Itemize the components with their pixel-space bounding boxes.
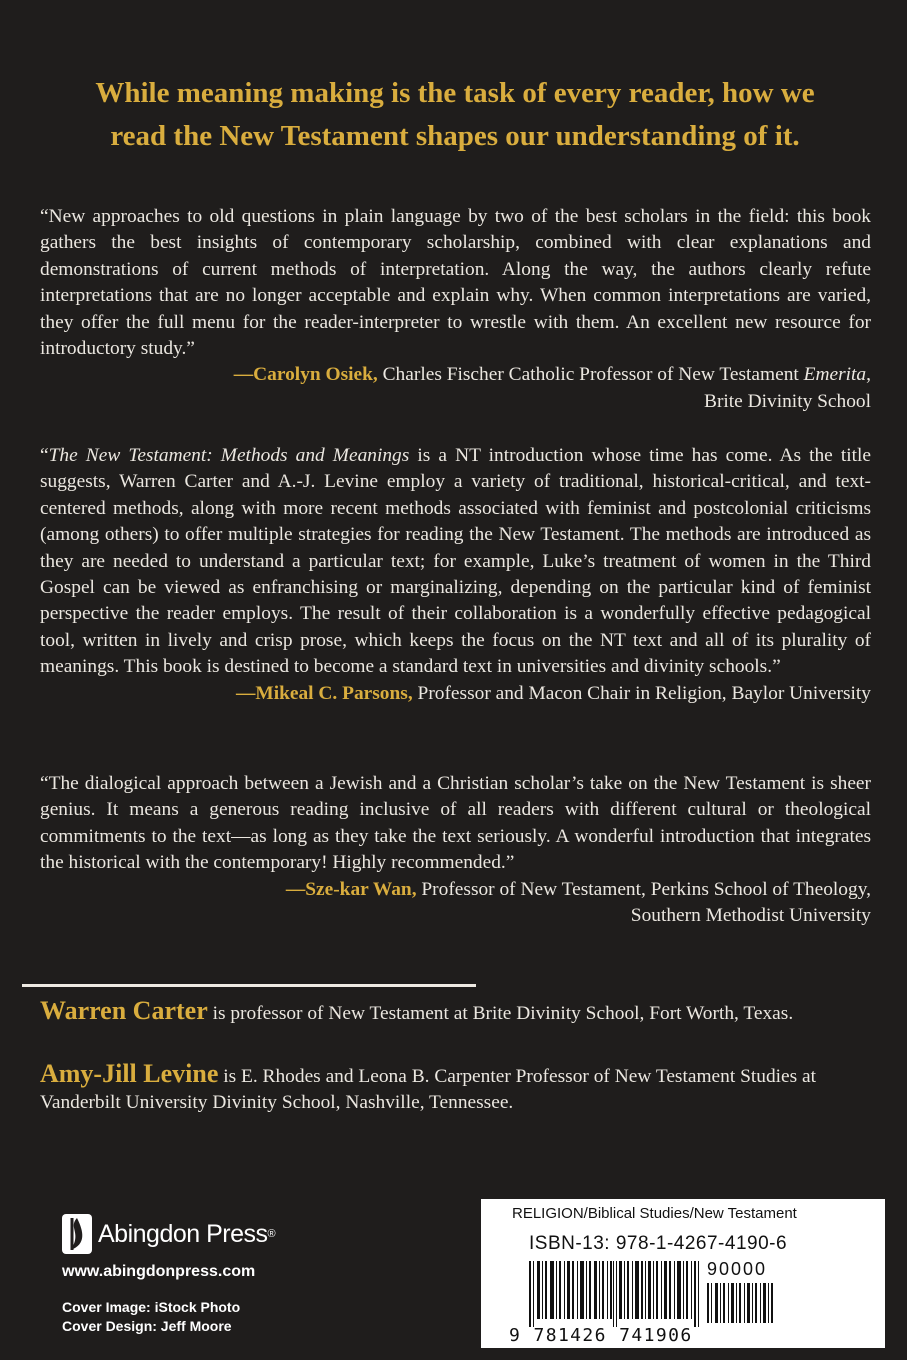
endorsement-text: “The New Testament: Methods and Meanings is a NT introduction whose time has come. As the title suggests, Warren Carter and A.-J. Levine employ a variety of traditional, historical-critical, and text-centered methods, along with more recent methods associated with feminist and postcolonial criticisms (among others) to offer multiple strategies for reading the New Testament. The methods are introduced as they are needed to understand a particular text; for example, Luke’s treatment of women in the Third Gospel can be viewed as enfranchising or marginalizing, depending on the particular kind of feminist perspective the reader employs. The result of their collaboration is a wonderfully effective pedagogical tool, written in lively and crisp prose, which keeps the focus on the NT text and all of its plurality of meanings. This book is destined to become a standard text in universities and divinity schools.” xyxy=(40,445,871,678)
endorsement-osiek xyxy=(40,204,871,415)
endorsement-attribution: —Sze-kar Wan, Professor of New Testament, Perkins School of Theology, xyxy=(285,878,871,900)
endorsement-wan xyxy=(40,771,871,929)
author-bio-text: is E. Rhodes and Leona B. Carpenter Professor of New Testament Studies at Vanderbilt University Divinity School, Nashville, Tennessee. xyxy=(40,1066,817,1113)
endorser-name: —Mikeal C. Parsons, xyxy=(236,682,413,704)
headline-line-1: While meaning making is the task of every reader, how we xyxy=(95,77,815,109)
cover-credits xyxy=(62,1298,240,1336)
author-name: Warren Carter xyxy=(40,996,208,1025)
endorsement-text: “The dialogical approach between a Jewish and a Christian scholar’s take on the New Testament is sheer genius. It means a generous reading inclusive of all readers with different cultural or theological commitments to the text—as long as they take the text seriously. A wonderful introduction that integrates the historical with the contemporary! Highly recommended.” xyxy=(40,773,871,874)
cover-image-credit: Cover Image: iStock Photo xyxy=(62,1299,241,1315)
abingdon-flame-icon xyxy=(62,1214,92,1254)
barcode-box xyxy=(481,1199,885,1348)
author-bio-levine xyxy=(40,1061,880,1116)
headline xyxy=(40,72,870,158)
endorsement-affiliation: Southern Methodist University xyxy=(630,905,871,927)
endorsement-parsons xyxy=(40,443,871,707)
endorser-name: —Sze-kar Wan, xyxy=(285,878,417,900)
price-code: 90000 xyxy=(707,1259,768,1279)
publisher-website[interactable]: www.abingdonpress.com xyxy=(62,1263,256,1280)
book-title-italic: The New Testament: Methods and Meanings xyxy=(48,445,410,466)
endorsement-affiliation: Brite Divinity School xyxy=(704,390,871,412)
headline-line-2: read the New Testament shapes our understanding of it. xyxy=(110,120,800,152)
endorsement-attribution: —Carolyn Osiek, Charles Fischer Catholic Professor of New Testament Emerita, xyxy=(233,364,871,386)
price-barcode xyxy=(707,1283,777,1323)
cover-design-credit: Cover Design: Jeff Moore xyxy=(62,1318,232,1334)
divider-rule xyxy=(22,984,476,987)
isbn-barcode xyxy=(529,1261,701,1327)
author-bio-text: is professor of New Testament at Brite Divinity School, Fort Worth, Texas. xyxy=(207,1003,794,1024)
publisher-name: Abingdon Press xyxy=(98,1219,268,1248)
trademark-symbol: ® xyxy=(267,1228,276,1240)
bisac-category: RELIGION/Biblical Studies/New Testament xyxy=(512,1205,797,1222)
isbn-label: ISBN-13: 978-1-4267-4190-6 xyxy=(529,1233,788,1254)
author-bio-carter xyxy=(40,998,880,1027)
endorsement-attribution: —Mikeal C. Parsons, Professor and Macon Chair in Religion, Baylor University xyxy=(236,682,871,704)
endorser-name: —Carolyn Osiek, xyxy=(233,364,378,386)
author-name: Amy-Jill Levine xyxy=(40,1059,219,1088)
barcode-digits: 9 781426 741906 xyxy=(509,1325,693,1346)
endorsement-text: “New approaches to old questions in plain language by two of the best scholars in the field: this book gathers the best insights of contemporary scholarship, combined with clear explanations and demonstrations of current methods of interpretation. Along the way, the authors clearly refute interpretations that are no longer acceptable and explain why. When common interpretations are varied, they offer the full menu for the reader-interpreter to wrestle with them. An excellent new resource for introductory study.” xyxy=(40,206,871,360)
publisher-logo xyxy=(62,1214,275,1254)
